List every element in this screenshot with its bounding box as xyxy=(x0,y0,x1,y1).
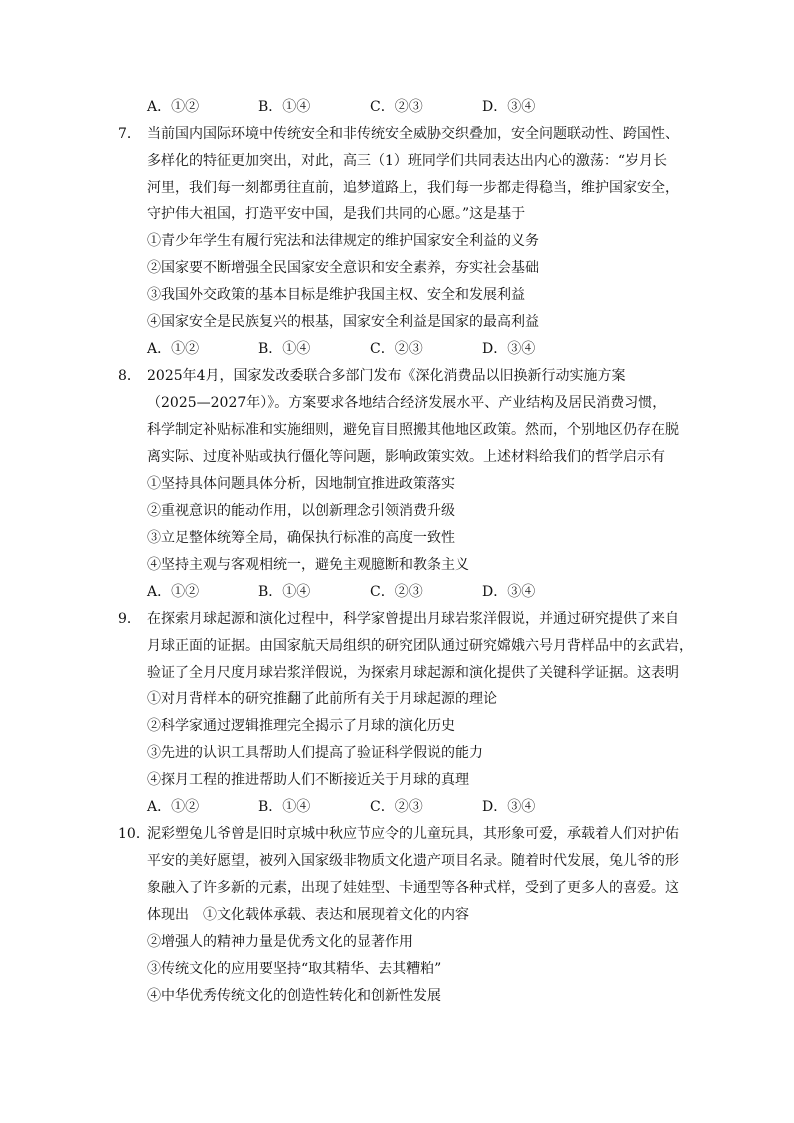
statement-1: ①坚持具体问题具体分析，因地制宜推进政策落实 xyxy=(147,476,455,492)
statement-4: ④中华优秀传统文化的创造性转化和创新性发展 xyxy=(147,988,441,1004)
option-c: C．②③ xyxy=(370,99,423,115)
statement-4: ④国家安全是民族复兴的根基，国家安全利益是国家的最高利益 xyxy=(147,314,539,330)
answer-options xyxy=(147,339,567,359)
option-d: D．③④ xyxy=(482,99,536,115)
question-text-line: 科学制定补贴标准和实施细则，避免盲目照搬其他地区政策。然而，个别地区仍存在脱 xyxy=(147,422,679,438)
question-text-line: 守护伟大祖国，打造平安中国，是我们共同的心愿。”这是基于 xyxy=(147,206,526,222)
question-text-line: 在探索月球起源和演化过程中，科学家曾提出月球岩浆洋假说，并通过研究提供了来自 xyxy=(147,611,679,627)
option-a: A．①② xyxy=(147,99,200,115)
question-text-line: 平安的美好愿望，被列入国家级非物质文化遗产项目名录。随着时代发展，兔儿爷的形 xyxy=(147,853,679,869)
option-c: C．②③ xyxy=(370,799,423,815)
statement-4: ④坚持主观与客观相统一，避免主观臆断和教条主义 xyxy=(147,557,469,573)
option-d: D．③④ xyxy=(482,799,536,815)
option-d: D．③④ xyxy=(482,341,536,357)
answer-options-previous xyxy=(147,97,567,117)
statement-2: ②增强人的精神力量是优秀文化的显著作用 xyxy=(147,934,413,950)
statement-3: ③我国外交政策的基本目标是维护我国主权、安全和发展利益 xyxy=(147,287,525,303)
option-c: C．②③ xyxy=(370,584,423,600)
option-a: A．①② xyxy=(147,341,200,357)
question-text-line: 当前国内国际环境中传统安全和非传统安全威胁交织叠加，安全问题联动性、跨国性、 xyxy=(147,126,679,142)
option-a: A．①② xyxy=(147,584,200,600)
question-text-line: 验证了全月尺度月球岩浆洋假说，为探索月球起源和演化提供了关键科学证据。这表明 xyxy=(147,665,679,681)
question-text-line: 离实际、过度补贴或执行僵化等问题，影响政策实效。上述材料给我们的哲学启示有 xyxy=(147,449,665,465)
option-b: B．①④ xyxy=(258,99,311,115)
question-text-line: 体现出 ①文化载体承载、表达和展现着文化的内容 xyxy=(147,907,469,923)
option-b: B．①④ xyxy=(258,341,311,357)
question-text-line: 河里，我们每一刻都勇往直前，追梦道路上，我们每一步都走得稳当，维护国家安全， xyxy=(147,180,679,196)
statement-4: ④探月工程的推进帮助人们不断接近关于月球的真理 xyxy=(147,772,469,788)
question-text-line: 象融入了许多新的元素，出现了娃娃型、卡通型等各种式样，受到了更多人的喜爱。这 xyxy=(147,880,679,896)
option-b: B．①④ xyxy=(258,799,311,815)
statement-2: ②国家要不断增强全民国家安全意识和安全素养，夯实社会基础 xyxy=(147,260,539,276)
statement-2: ②重视意识的能动作用，以创新理念引领消费升级 xyxy=(147,503,455,519)
question-number: 9． xyxy=(118,611,141,627)
statement-1: ①对月背样本的研究推翻了此前所有关于月球起源的理论 xyxy=(147,691,497,707)
question-text-line: 泥彩塑兔儿爷曾是旧时京城中秋应节应令的儿童玩具，其形象可爱，承载着人们对护佑 xyxy=(147,826,679,842)
answer-options xyxy=(147,582,567,602)
option-d: D．③④ xyxy=(482,584,536,600)
question-text-line: 月球正面的证据。由国家航天局组织的研究团队通过研究嫦娥六号月背样品中的玄武岩， xyxy=(147,638,693,654)
question-number: 10． xyxy=(118,826,150,842)
statement-3: ③传统文化的应用要坚持“取其精华、去其糟粕” xyxy=(147,961,442,977)
option-c: C．②③ xyxy=(370,341,423,357)
question-text-line: 多样化的特征更加突出，对此，高三（1）班同学们共同表达出内心的激荡：“岁月长 xyxy=(147,153,668,169)
statement-2: ②科学家通过逻辑推理完全揭示了月球的演化历史 xyxy=(147,718,455,734)
question-text-line: 2025年4月，国家发改委联合多部门发布《深化消费品以旧换新行动实施方案 xyxy=(147,368,626,384)
statement-3: ③先进的认识工具帮助人们提高了验证科学假说的能力 xyxy=(147,745,483,761)
option-a: A．①② xyxy=(147,799,200,815)
statement-1: ①青少年学生有履行宪法和法律规定的维护国家安全利益的义务 xyxy=(147,233,539,249)
answer-options xyxy=(147,797,567,817)
statement-3: ③立足整体统筹全局，确保执行标准的高度一致性 xyxy=(147,530,455,546)
question-number: 8． xyxy=(118,368,141,384)
option-b: B．①④ xyxy=(258,584,311,600)
question-number: 7． xyxy=(118,126,141,142)
question-text-line: （2025—2027年）》。方案要求各地结合经济发展水平、产业结构及居民消费习惯， xyxy=(147,395,667,411)
